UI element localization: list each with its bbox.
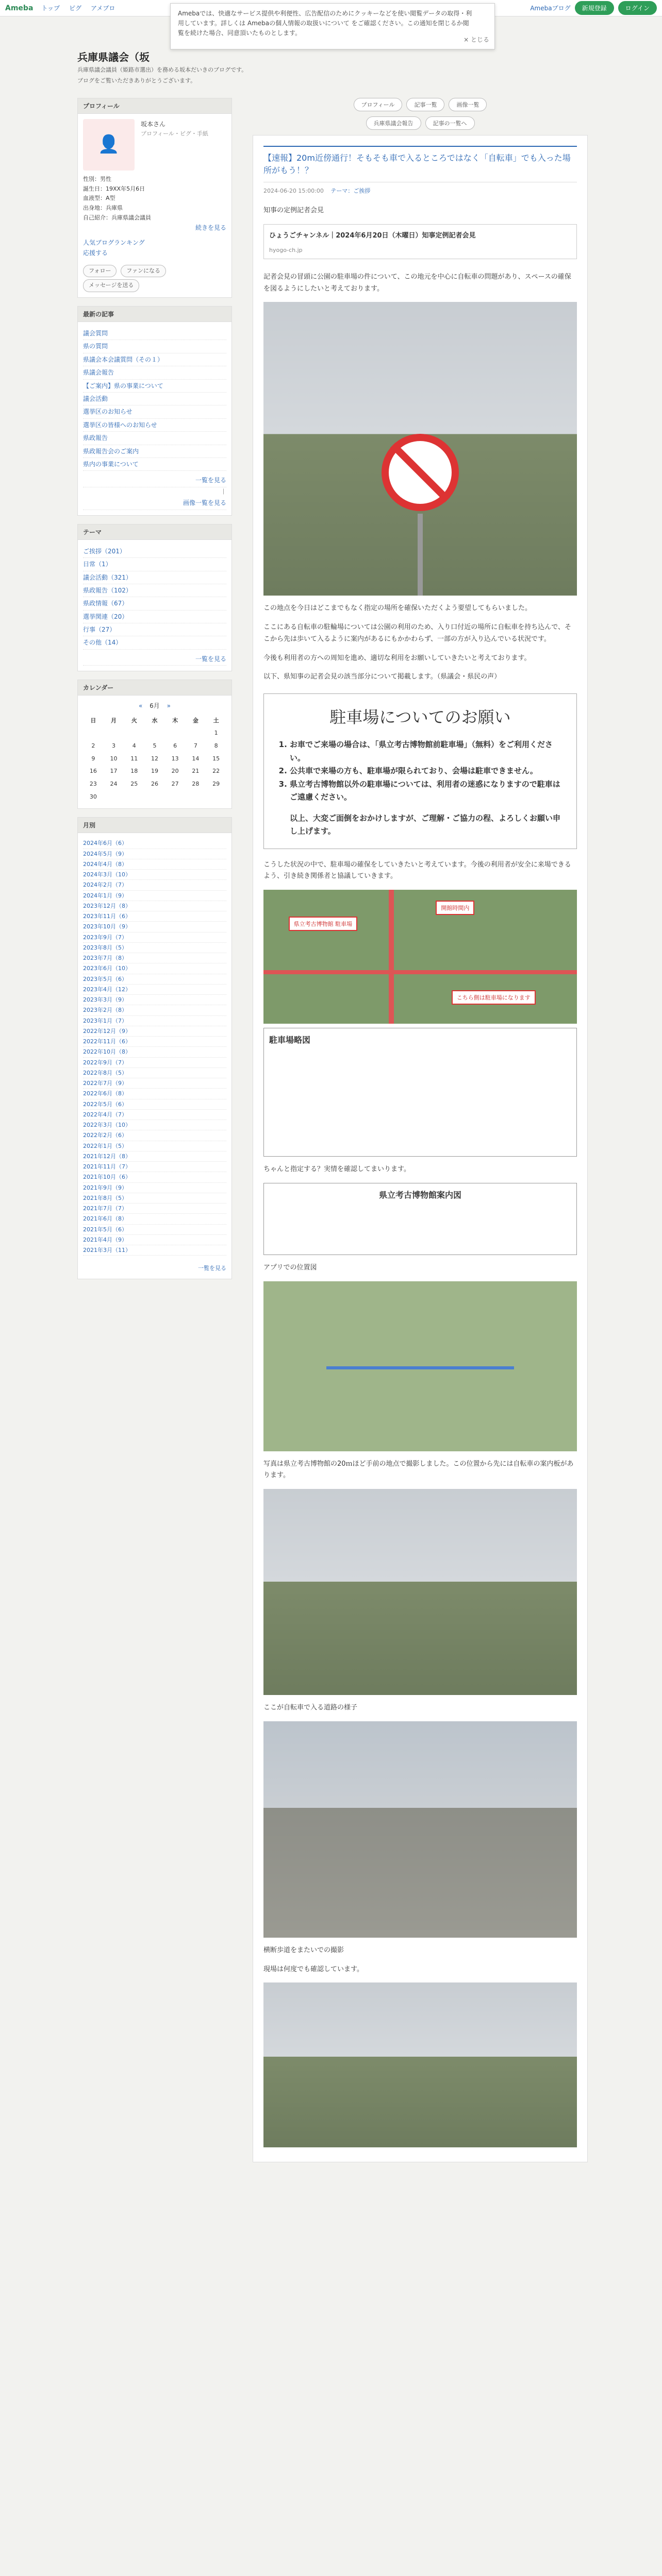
cookie-notice bbox=[170, 3, 495, 49]
calendar-day bbox=[144, 727, 165, 740]
profile-box bbox=[77, 98, 232, 298]
calendar-day[interactable]: 13 bbox=[171, 755, 179, 762]
theme-item[interactable]: 議会活動（321） bbox=[83, 571, 226, 584]
recent-item[interactable]: 選挙区の皆様へのお知らせ bbox=[83, 419, 226, 432]
archive-item[interactable]: 2023年4月（12） bbox=[83, 985, 226, 995]
top-nav bbox=[41, 4, 115, 12]
calendar-day[interactable]: 25 bbox=[130, 781, 138, 788]
profile-role: プロフィール・ピグ・手紙 bbox=[141, 130, 208, 138]
route-line bbox=[326, 1366, 515, 1369]
archive-item[interactable]: 2024年1月（9） bbox=[83, 891, 226, 901]
follow-button[interactable]: フォロー bbox=[83, 265, 117, 278]
calendar-day bbox=[186, 791, 206, 804]
calendar-box bbox=[77, 680, 232, 809]
museum-map-image[interactable] bbox=[263, 1183, 577, 1255]
recent-item[interactable]: 県政報告 bbox=[83, 432, 226, 445]
archive-item[interactable]: 2022年8月（5） bbox=[83, 1068, 226, 1078]
profile-detail: 自己紹介：兵庫県議会議員 bbox=[83, 214, 151, 221]
calendar-day[interactable]: 2 bbox=[91, 742, 95, 750]
archive-item[interactable]: 2021年5月（6） bbox=[83, 1225, 226, 1235]
calendar-day[interactable]: 1 bbox=[214, 730, 218, 737]
profile-name[interactable]: 坂本さん bbox=[141, 121, 166, 128]
recent-box: 最新の記事 議会質問 県の質問 県議会本会議質問（その１） 県議会報告 【ご案内】県の事業について 議会活動 選挙区のお知らせ 選挙区の皆様へのお知らせ 県政報告 県政報告会のご案内 県内の事業について 一覧を見る ｜ 画像一覧を見る bbox=[77, 306, 232, 516]
archive-more-link[interactable]: 一覧を見る bbox=[198, 1265, 226, 1272]
aerial-map-image[interactable] bbox=[263, 890, 577, 1024]
archive-item[interactable]: 2023年5月（6） bbox=[83, 974, 226, 985]
map-label: 開館時間内 bbox=[436, 901, 474, 915]
crosswalk-photo[interactable] bbox=[263, 1721, 577, 1938]
recent-item[interactable]: 議会質問 bbox=[83, 327, 226, 340]
calendar-day[interactable]: 24 bbox=[110, 781, 118, 788]
theme-box-title: テーマ bbox=[78, 524, 231, 540]
article-paragraph: ここにある自転車の駐輪場については公園の利用のため、入り口付近の場所に自転車を持ち込んで、そこから先は歩いて入るように案内があるにもかかわらず、一部の方が入り込んでいる状況です。 bbox=[263, 623, 571, 643]
map-road bbox=[389, 890, 394, 1024]
calendar-day bbox=[104, 727, 124, 740]
article-paragraph: ここが自転車で入る道路の様子 bbox=[263, 1704, 358, 1711]
blog-nav bbox=[253, 98, 588, 111]
nav-pigg[interactable]: ピグ bbox=[69, 5, 82, 12]
calendar-day-header: 月 bbox=[111, 717, 117, 724]
archive-item[interactable]: 2023年1月（7） bbox=[83, 1016, 226, 1026]
link-card-url: hyogo-ch.jp bbox=[269, 246, 303, 253]
archive-item[interactable]: 2021年6月（8） bbox=[83, 1214, 226, 1224]
parking-diagram-image[interactable] bbox=[263, 1028, 577, 1157]
calendar-day[interactable]: 3 bbox=[112, 742, 116, 750]
calendar-day[interactable]: 15 bbox=[212, 755, 220, 762]
article-paragraph: 横断歩道をまたいでの撮影 bbox=[263, 1946, 344, 1954]
calendar-day[interactable]: 8 bbox=[214, 742, 218, 750]
cookie-notice-text: Amebaでは、快適なサービス提供や利便性、広告配信のためにクッキーなどを使い閲覧データの取得・利用しています。詳しくは Amebaの個人情報の取扱いについて をご確認ください。この通知を閉じるか閲覧を続けた場合、同意頂いたものとします。 bbox=[178, 10, 472, 37]
calendar-day-header: 金 bbox=[192, 717, 198, 724]
map-label: こちら側は駐車場になります bbox=[452, 990, 536, 1005]
archive-item[interactable]: 2023年8月（5） bbox=[83, 943, 226, 953]
archive-item[interactable]: 2024年4月（8） bbox=[83, 859, 226, 870]
article-paragraph: 以下、県知事の記者会見の該当部分について掲載します。（県議会・県民の声） bbox=[263, 673, 501, 681]
nav-article-list-button[interactable]: 記事一覧 bbox=[406, 98, 444, 111]
calendar-day bbox=[124, 791, 144, 804]
recent-item[interactable]: 県議会本会議質問（その１） bbox=[83, 353, 226, 366]
archive-item[interactable]: 2023年7月（8） bbox=[83, 953, 226, 963]
link-card-title: ひょうごチャンネル｜2024年6月20日（木曜日）知事定例記者会見 bbox=[269, 231, 476, 240]
app-map-image[interactable] bbox=[263, 1281, 577, 1451]
parking-notice-footer: 以上、大変ご面倒をおかけしますが、ご理解・ご協力の程、よろしくお願い申し上げます。 bbox=[290, 813, 561, 836]
article-paragraph: 記者会見の冒頭に公園の駐車場の件について、この地元を中心に自転車の問題があり、スペースの確保を図るようにしたいと考えております。 bbox=[263, 273, 571, 293]
archive-item[interactable]: 2021年7月（7） bbox=[83, 1204, 226, 1214]
archive-item[interactable]: 2023年2月（8） bbox=[83, 1005, 226, 1015]
person-icon: 👤 bbox=[97, 134, 120, 155]
recent-box-title: 最新の記事 bbox=[78, 307, 231, 322]
calendar-day[interactable]: 11 bbox=[130, 755, 138, 762]
nav-image-list-button[interactable]: 画像一覧 bbox=[449, 98, 487, 111]
top-right bbox=[530, 1, 657, 15]
recent-item[interactable]: 県議会報告 bbox=[83, 366, 226, 379]
no-bicycle-sign-icon bbox=[382, 434, 459, 511]
parking-notice-item: 1. お車でご来場の場合は、「県立考古博物館前駐車場」（無料）をご利用ください。 bbox=[290, 738, 561, 765]
calendar-day[interactable]: 17 bbox=[110, 768, 118, 775]
calendar-day bbox=[165, 727, 186, 740]
calendar-day[interactable]: 10 bbox=[110, 755, 118, 762]
theme-item[interactable]: 選挙関連（20） bbox=[83, 611, 226, 623]
blog-description-2: ブログをご覧いただきありがとうございます。 bbox=[77, 77, 196, 84]
calendar-day[interactable]: 16 bbox=[89, 768, 97, 775]
archive-item[interactable]: 2022年5月（6） bbox=[83, 1099, 226, 1110]
calendar-day-header: 水 bbox=[152, 717, 158, 724]
theme-item[interactable]: その他（14） bbox=[83, 636, 226, 649]
calendar-box-title: カレンダー bbox=[78, 680, 231, 696]
calendar-day[interactable]: 4 bbox=[132, 742, 136, 750]
login-button[interactable]: ログイン bbox=[618, 1, 657, 15]
archive-item[interactable]: 2022年1月（5） bbox=[83, 1141, 226, 1151]
archive-item[interactable]: 2022年6月（8） bbox=[83, 1089, 226, 1099]
calendar-day[interactable]: 9 bbox=[91, 755, 95, 762]
archive-item[interactable]: 2021年3月（11） bbox=[83, 1245, 226, 1256]
calendar-day[interactable]: 5 bbox=[153, 742, 157, 750]
calendar-day[interactable]: 18 bbox=[130, 768, 138, 775]
blog-link[interactable]: Amebaブログ bbox=[530, 5, 571, 12]
theme-item[interactable]: 県政情報（67） bbox=[83, 597, 226, 610]
support-link[interactable]: 応援する bbox=[83, 249, 108, 257]
archive-item[interactable]: 2024年5月（9） bbox=[83, 849, 226, 859]
avatar[interactable] bbox=[83, 119, 135, 171]
calendar-day[interactable]: 19 bbox=[151, 768, 158, 775]
calendar-day[interactable]: 12 bbox=[151, 755, 158, 762]
calendar-day bbox=[104, 791, 124, 804]
parking-notice-title: 駐車場についてのお願い bbox=[329, 707, 511, 727]
article-paragraph: 写真は県立考古博物館の20ｍほど手前の地点で撮影しました。この位置から先には自転車の案内板があります。 bbox=[263, 1460, 574, 1480]
archive-box-title: 月別 bbox=[78, 818, 231, 833]
article bbox=[253, 135, 588, 2162]
parking-notice-item: 2. 公共車で来場の方も、駐車場が限られており、会場は駐車できません。 bbox=[290, 765, 561, 778]
blog-title[interactable]: 兵庫県議会（坂 bbox=[77, 51, 150, 63]
next-article-link[interactable]: 記事の一覧へ bbox=[425, 116, 475, 130]
calendar-month: 6月 bbox=[150, 702, 160, 710]
archive-item[interactable]: 2022年7月（9） bbox=[83, 1078, 226, 1089]
calendar-day bbox=[165, 791, 186, 804]
archive-item[interactable]: 2021年11月（7） bbox=[83, 1162, 226, 1172]
profile-detail: 性別：男性 bbox=[83, 176, 111, 182]
archive-box bbox=[77, 817, 232, 1279]
archive-item[interactable]: 2022年4月（7） bbox=[83, 1110, 226, 1120]
article-paragraph: 現場は何度でも確認しています。 bbox=[263, 1965, 363, 1973]
calendar-prev-button[interactable]: « bbox=[139, 702, 143, 710]
calendar-next-button[interactable]: » bbox=[167, 702, 171, 710]
calendar-day[interactable]: 26 bbox=[151, 781, 158, 788]
calendar-table bbox=[83, 715, 226, 804]
calendar-day bbox=[83, 727, 104, 740]
archive-item[interactable]: 2023年3月（9） bbox=[83, 995, 226, 1005]
recent-item[interactable]: 選挙区のお知らせ bbox=[83, 405, 226, 418]
theme-item[interactable]: ご挨拶（201） bbox=[83, 545, 226, 558]
archive-item[interactable]: 2021年12月（8） bbox=[83, 1151, 226, 1162]
archive-item[interactable]: 2023年9月（7） bbox=[83, 933, 226, 943]
calendar-day bbox=[144, 791, 165, 804]
nav-profile-button[interactable]: プロフィール bbox=[354, 98, 403, 111]
article-pager bbox=[253, 116, 588, 130]
calendar-day bbox=[186, 727, 206, 740]
archive-item[interactable]: 2023年6月（10） bbox=[83, 963, 226, 974]
article-paragraph: ちゃんと指定する？実情を確認してまいります。 bbox=[263, 1165, 410, 1173]
recent-item[interactable]: 【ご案内】県の事業について bbox=[83, 380, 226, 393]
museum-map-title: 県立考古博物館案内図 bbox=[378, 1190, 461, 1200]
blog-description: 兵庫県議会議員（姫路市選出）を務める坂本だいきのブログです。 bbox=[77, 66, 247, 73]
close-notice-button[interactable]: × とじる bbox=[464, 36, 489, 43]
prev-article-link[interactable]: 兵庫県議会報告 bbox=[366, 116, 421, 130]
map-label: 県立考古博物館 駐車場 bbox=[289, 917, 358, 931]
ranking-link[interactable]: 人気ブログランキング bbox=[83, 239, 145, 246]
theme-box bbox=[77, 524, 232, 672]
recent-more-link[interactable]: 一覧を見る bbox=[83, 474, 226, 487]
archive-item[interactable]: 2021年10月（6） bbox=[83, 1172, 226, 1182]
profile-detail: 誕生日：19XX年5月6日 bbox=[83, 185, 145, 192]
fan-button[interactable]: ファンになる bbox=[121, 265, 166, 278]
profile-detail: 血液型：A型 bbox=[83, 195, 115, 202]
sidebar bbox=[77, 98, 232, 1287]
archive-item[interactable]: 2024年2月（7） bbox=[83, 880, 226, 890]
calendar-day[interactable]: 30 bbox=[89, 793, 97, 800]
calendar-day[interactable]: 7 bbox=[193, 742, 197, 750]
archive-item[interactable]: 2021年9月（9） bbox=[83, 1183, 226, 1193]
image-list-link[interactable]: 画像一覧を見る bbox=[83, 497, 226, 510]
parking-notice-image bbox=[263, 693, 577, 849]
recent-item[interactable]: 議会活動 bbox=[83, 393, 226, 405]
parking-diagram-title: 駐車場略図 bbox=[269, 1035, 311, 1045]
article-paragraph: 知事の定例記者会見 bbox=[263, 207, 324, 214]
sign-pole bbox=[418, 514, 423, 596]
recent-item[interactable]: 県政報告会のご案内 bbox=[83, 445, 226, 458]
recent-item[interactable]: 県の質問 bbox=[83, 340, 226, 353]
archive-item[interactable]: 2022年9月（7） bbox=[83, 1058, 226, 1068]
calendar-day[interactable]: 6 bbox=[173, 742, 177, 750]
article-paragraph: この地点を今日はどこまでもなく指定の場所を確保いただくよう要望してもらいました。 bbox=[263, 604, 532, 613]
calendar-day-header: 土 bbox=[213, 717, 219, 724]
archive-item[interactable]: 2023年12月（8） bbox=[83, 901, 226, 911]
article-paragraph: アプリでの位置図 bbox=[263, 1263, 317, 1272]
calendar-day[interactable]: 20 bbox=[171, 768, 179, 775]
calendar-day-header: 木 bbox=[172, 717, 178, 724]
archive-item[interactable]: 2023年11月（6） bbox=[83, 911, 226, 922]
calendar-day-header: 日 bbox=[90, 717, 96, 724]
archive-item[interactable]: 2022年10月（8） bbox=[83, 1047, 226, 1057]
archive-item[interactable]: 2022年3月（10） bbox=[83, 1120, 226, 1130]
calendar-day[interactable]: 29 bbox=[212, 781, 220, 788]
archive-item[interactable]: 2024年3月（10） bbox=[83, 870, 226, 880]
calendar-day bbox=[124, 727, 144, 740]
map-road bbox=[263, 970, 577, 974]
trees-photo[interactable] bbox=[263, 1982, 577, 2147]
link-card[interactable] bbox=[263, 224, 577, 259]
calendar-day[interactable]: 28 bbox=[192, 781, 200, 788]
nav-ameblo[interactable]: アメブロ bbox=[91, 5, 115, 12]
signup-button[interactable]: 新規登録 bbox=[575, 1, 614, 15]
archive-item[interactable]: 2021年4月（9） bbox=[83, 1235, 226, 1245]
archive-item[interactable]: 2021年8月（5） bbox=[83, 1193, 226, 1204]
nav-top[interactable]: トップ bbox=[41, 5, 60, 12]
theme-item[interactable]: 日常（1） bbox=[83, 558, 226, 571]
archive-item[interactable]: 2024年6月（6） bbox=[83, 838, 226, 849]
calendar-day[interactable]: 14 bbox=[192, 755, 200, 762]
archive-item[interactable]: 2022年12月（9） bbox=[83, 1026, 226, 1037]
theme-item[interactable]: 県政報告（102） bbox=[83, 584, 226, 597]
no-bicycle-sign-photo[interactable] bbox=[263, 302, 577, 596]
calendar-day bbox=[206, 791, 226, 804]
article-paragraph: 今後も利用者の方への周知を進め、適切な利用をお願いしていきたいと考えております。 bbox=[263, 654, 531, 662]
main-content bbox=[253, 98, 588, 2162]
archive-list bbox=[78, 833, 231, 1261]
article-paragraph: こうした状況の中で、駐車場の確保をしていきたいと考えています。今後の利用者が安全に来場できるよう、引き続き関係者と協議していきます。 bbox=[263, 860, 571, 880]
calendar-day[interactable]: 27 bbox=[171, 781, 179, 788]
recent-item[interactable]: 県内の事業について bbox=[83, 458, 226, 471]
blog-header bbox=[77, 49, 583, 85]
ameba-logo[interactable]: Ameba bbox=[5, 4, 34, 12]
archive-item[interactable]: 2022年11月（6） bbox=[83, 1037, 226, 1047]
road-photo[interactable] bbox=[263, 1489, 577, 1695]
article-title[interactable]: 【速報】20m近傍通行！そもそも車で入るところではなく「自転車」でも入った場所がもう！？ bbox=[263, 146, 577, 182]
archive-item[interactable]: 2022年2月（6） bbox=[83, 1130, 226, 1141]
article-date: 2024-06-20 15:00:00 bbox=[263, 188, 324, 194]
calendar-day-header: 火 bbox=[131, 717, 137, 724]
article-theme-link[interactable]: テーマ：ご挨拶 bbox=[330, 188, 371, 194]
theme-item[interactable]: 行事（27） bbox=[83, 623, 226, 636]
archive-item[interactable]: 2023年10月（9） bbox=[83, 922, 226, 932]
message-button[interactable]: メッセージを送る bbox=[83, 279, 139, 292]
profile-box-title: プロフィール bbox=[78, 98, 231, 114]
calendar-day[interactable]: 23 bbox=[89, 781, 97, 788]
calendar-day[interactable]: 22 bbox=[212, 768, 220, 775]
profile-more-link[interactable]: 続きを見る bbox=[195, 224, 226, 232]
parking-notice-item: 3. 県立考古博物館以外の駐車場については、利用者の迷惑になりますので駐車はご遠慮ください。 bbox=[290, 778, 561, 804]
theme-more-link[interactable]: 一覧を見る bbox=[83, 653, 226, 666]
profile-detail: 出身地：兵庫県 bbox=[83, 205, 123, 212]
calendar-day[interactable]: 21 bbox=[192, 768, 200, 775]
